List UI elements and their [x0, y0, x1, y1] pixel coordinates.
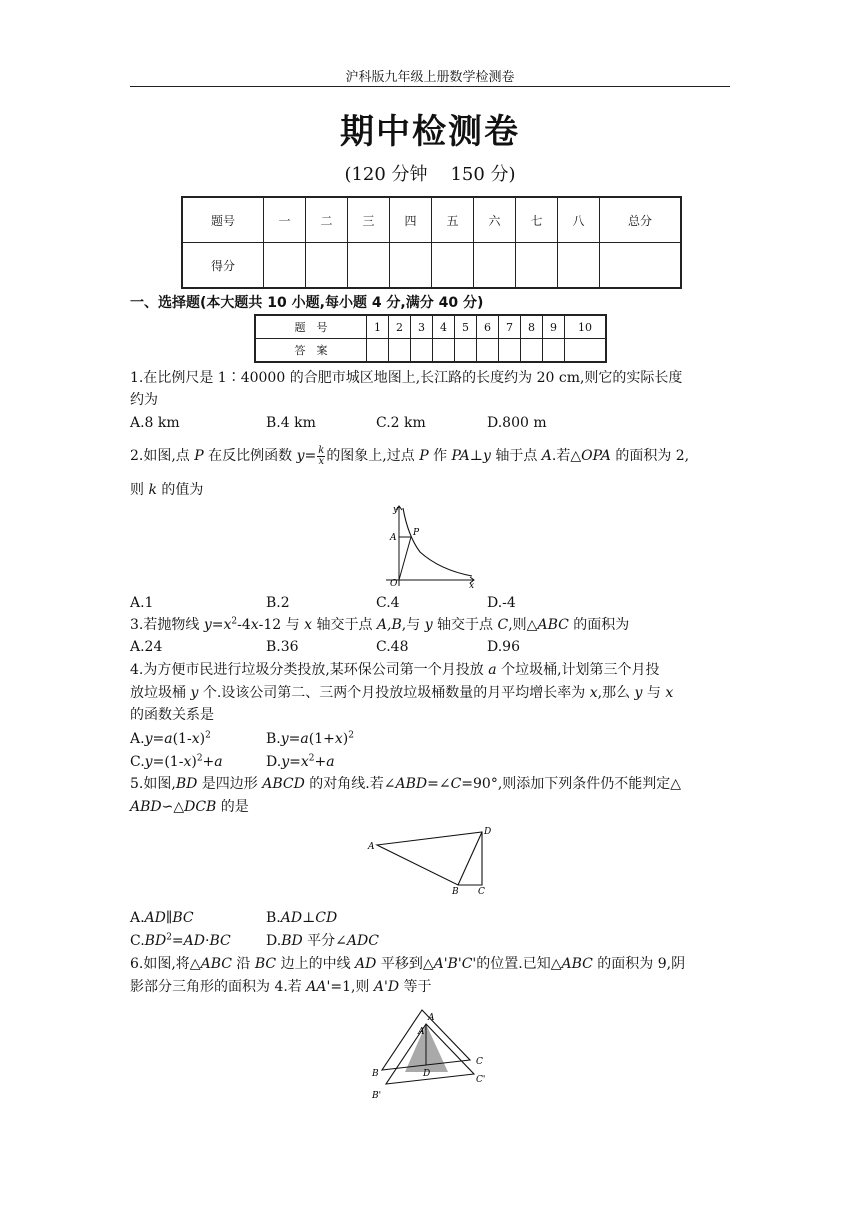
text: 的面积为 9,阴 [592, 956, 686, 972]
score-table-header-row [182, 197, 681, 243]
text: (1+ [308, 731, 335, 747]
answer-number-cell: 2 [389, 315, 411, 339]
text: B. [266, 910, 281, 926]
text: 作 [428, 448, 452, 464]
text: B. [266, 731, 281, 747]
var: y [203, 617, 212, 633]
text: 的对角线.若∠ [304, 776, 396, 792]
exponent: 2 [205, 730, 211, 741]
text: 个垃圾桶,计划第三个月投 [496, 662, 660, 678]
text: ∽△ [161, 799, 185, 815]
label-y: y [393, 505, 399, 515]
var: y [296, 448, 305, 464]
var: y [144, 754, 153, 770]
question-1-line-1: 1.在比例尺是 1∶40000 的合肥市城区地图上,长江路的长度约为 20 cm,则它的实际长度 [130, 370, 683, 386]
text: -12 与 [258, 617, 305, 633]
score-cell[interactable] [600, 243, 682, 289]
exam-title: 期中检测卷 [340, 112, 520, 152]
text: ) [191, 754, 197, 770]
text: =∠ [427, 776, 451, 792]
q1-option-b: B.4 km [266, 415, 316, 431]
var: BC [172, 910, 194, 926]
score-cell[interactable] [390, 243, 432, 289]
answer-number-cell: 10 [565, 315, 607, 339]
score-cell[interactable] [348, 243, 390, 289]
var: A,B [376, 617, 402, 633]
var: AD [355, 956, 377, 972]
q5-figure-quadrilateral [364, 822, 504, 896]
q4-option-c [130, 751, 223, 773]
text: 在反比例函数 [203, 448, 297, 464]
page-header: 沪科版九年级上册数学检测卷 [345, 70, 515, 85]
var: ABC [561, 956, 593, 972]
q2-option-b: B.2 [266, 595, 290, 611]
q2-figure-hyperbola [380, 502, 480, 588]
score-cell[interactable] [432, 243, 474, 289]
var: PA [451, 448, 470, 464]
q5-option-d [266, 930, 379, 952]
var: AD [183, 933, 205, 949]
score-table-score-row [182, 243, 681, 289]
header-rule [130, 86, 730, 87]
exponent: 2 [308, 753, 315, 764]
text: 的值为 [156, 482, 204, 498]
exponent: 2 [196, 753, 203, 764]
q3-option-b: B.36 [266, 639, 299, 655]
text: 的是 [216, 799, 249, 815]
label-C: C [478, 887, 485, 896]
answer-number-cell: 6 [477, 315, 499, 339]
label-x: x [469, 581, 475, 588]
text: ,与 [401, 617, 425, 633]
text: · [205, 933, 210, 949]
score-header-cell: 八 [558, 197, 600, 243]
var: x [191, 731, 200, 747]
answer-cell[interactable] [433, 339, 455, 363]
q1-option-d: D.800 m [487, 415, 547, 431]
label-O: O [390, 579, 398, 588]
q2-option-c: C.4 [376, 595, 400, 611]
q2-option-a: A.1 [130, 595, 154, 611]
var: a [214, 754, 223, 770]
answer-number-cell: 1 [367, 315, 389, 339]
q1-option-a: A.8 km [130, 415, 180, 431]
text: 4.为方便市民进行垃圾分类投放,某环保公司第一个月投放 [130, 662, 489, 678]
question-3-line-1 [130, 614, 734, 636]
text: D. [266, 933, 282, 949]
var: OPA [581, 448, 611, 464]
var: BC [209, 933, 231, 949]
var: ADC [346, 933, 379, 949]
text: D. [266, 754, 282, 770]
var: ABC [537, 617, 569, 633]
score-table [181, 196, 682, 289]
text: C. [130, 754, 145, 770]
score-header-cell: 题号 [182, 197, 264, 243]
var: a [164, 731, 173, 747]
var: y [634, 685, 643, 701]
exponent: 2 [348, 730, 354, 741]
question-4-line-3: 的函数关系是 [130, 707, 214, 723]
text: 的面积为 2, [610, 448, 690, 464]
score-cell[interactable] [306, 243, 348, 289]
label-C: C [476, 1057, 483, 1067]
text: 6.如图,将△ [130, 956, 201, 972]
var: C [450, 776, 462, 792]
var: y [482, 448, 491, 464]
text: 轴于点 [490, 448, 542, 464]
text: ,那么 [597, 685, 635, 701]
q6-figure-translated-triangles [366, 1004, 496, 1104]
answer-number-cell: 3 [411, 315, 433, 339]
var: k [148, 482, 157, 498]
var: x [183, 754, 192, 770]
text: + [202, 754, 215, 770]
var: y [281, 754, 290, 770]
var: CD [315, 910, 338, 926]
text: 个.设该公司第二、三两个月投放垃圾桶数量的月平均增长率为 [198, 685, 590, 701]
score-header-cell: 七 [516, 197, 558, 243]
label-A-prime: A' [418, 1027, 427, 1037]
q4-option-d [266, 751, 335, 773]
q3-option-a: A.24 [130, 639, 163, 655]
text: 的面积为 [568, 617, 630, 633]
var: DCB [184, 799, 217, 815]
q4-option-a [130, 728, 211, 750]
score-header-cell: 六 [474, 197, 516, 243]
text: ) [199, 731, 206, 747]
answer-cell[interactable] [565, 339, 607, 363]
text: .若△ [551, 448, 582, 464]
answer-cell[interactable] [499, 339, 521, 363]
q2-option-d: D.-4 [487, 595, 516, 611]
text: = [288, 731, 301, 747]
q5-option-c [130, 930, 231, 952]
text: =90°,则添加下列条件仍不能判定△ [461, 776, 682, 792]
question-2-line-2 [130, 479, 734, 501]
label-D: D [423, 1069, 431, 1079]
answer-cell[interactable] [411, 339, 433, 363]
text: ,则△ [508, 617, 538, 633]
var: ABC [200, 956, 232, 972]
answer-cell[interactable] [455, 339, 477, 363]
q1-option-c: C.2 km [376, 415, 426, 431]
var: BD [175, 776, 198, 792]
answer-number-cell: 5 [455, 315, 477, 339]
text: 是四边形 [197, 776, 263, 792]
text: 边上的中线 [276, 956, 356, 972]
text: =1,则 [330, 979, 374, 995]
text: 3.若抛物线 [130, 617, 204, 633]
q5-option-a [130, 907, 194, 929]
score-header-cell: 三 [348, 197, 390, 243]
text: 则 [130, 482, 149, 498]
var: AD [144, 910, 166, 926]
answer-cell[interactable] [477, 339, 499, 363]
text: 放垃圾桶 [130, 685, 191, 701]
var: x [223, 617, 232, 633]
score-cell[interactable] [516, 243, 558, 289]
text: 的位置.已知△ [476, 956, 562, 972]
text: = [211, 617, 224, 633]
answer-number-cell: 7 [499, 315, 521, 339]
answer-cell[interactable] [543, 339, 565, 363]
var: y [144, 731, 153, 747]
text: ) [342, 731, 349, 747]
q4-option-b [266, 728, 354, 750]
label-A: A [368, 842, 375, 852]
score-cell[interactable] [558, 243, 600, 289]
answer-number-cell: 4 [433, 315, 455, 339]
var: C [497, 617, 509, 633]
answer-number-cell: 9 [543, 315, 565, 339]
question-4-line-1 [130, 659, 734, 681]
answer-cell[interactable] [521, 339, 543, 363]
score-cell[interactable] [474, 243, 516, 289]
var: BD [281, 933, 303, 949]
denominator: x [318, 455, 325, 467]
score-cell[interactable] [264, 243, 306, 289]
question-6-line-2 [130, 976, 734, 998]
exam-subtitle: (120 分钟 150 分) [344, 164, 516, 185]
answer-cell[interactable] [367, 339, 389, 363]
var: a [300, 731, 309, 747]
hyperbola-curve [403, 508, 472, 576]
text: A. [130, 731, 145, 747]
question-2-line-1 [130, 445, 734, 467]
exponent: 2 [231, 616, 238, 627]
diagonal-BD [458, 832, 482, 885]
label-C-prime: C' [476, 1075, 486, 1085]
text: =(1- [152, 754, 184, 770]
var: x [589, 685, 598, 701]
text: 平移到△ [376, 956, 434, 972]
answer-table-number-row [255, 315, 606, 339]
var: ABCD [262, 776, 305, 792]
var: x [334, 731, 343, 747]
text: = [304, 448, 317, 464]
var: A'D [373, 979, 400, 995]
var: a [488, 662, 497, 678]
var: P [419, 448, 429, 464]
var: x [250, 617, 259, 633]
text: 5.如图, [130, 776, 176, 792]
var: BC [254, 956, 277, 972]
text: (1- [172, 731, 192, 747]
text: 影部分三角形的面积为 4.若 [130, 979, 307, 995]
question-6-line-1 [130, 953, 734, 975]
question-5-line-1 [130, 773, 734, 795]
score-header-cell: 二 [306, 197, 348, 243]
fraction-k-over-x [317, 446, 325, 467]
text: 轴交于点 [312, 617, 377, 633]
score-header-cell: 总分 [600, 197, 682, 243]
var: AD [280, 910, 303, 926]
text: A. [130, 910, 145, 926]
text: = [152, 731, 165, 747]
var: ABD [395, 776, 428, 792]
var: ABD [130, 799, 162, 815]
var: A'B'C' [433, 956, 477, 972]
label-D: D [484, 827, 492, 837]
text: ∥ [165, 910, 173, 926]
var: AA' [306, 979, 331, 995]
label-P: P [413, 528, 420, 538]
var: a [326, 754, 335, 770]
question-4-line-2 [130, 682, 734, 704]
text: -4 [237, 617, 251, 633]
label-B: B [452, 887, 459, 896]
segment-OP [399, 537, 411, 580]
label-A: A [390, 533, 397, 543]
answer-number-cell: 8 [521, 315, 543, 339]
score-header-cell: 五 [432, 197, 474, 243]
answer-row-label: 题 号 [255, 315, 367, 339]
q3-option-d: D.96 [487, 639, 520, 655]
quadrilateral-ABCD [377, 832, 482, 885]
var: x [304, 617, 313, 633]
text: 平分∠ [302, 933, 347, 949]
text: = [289, 754, 301, 770]
var: x [300, 754, 309, 770]
q3-option-c: C.48 [376, 639, 409, 655]
text: 等于 [399, 979, 432, 995]
var: y [424, 617, 433, 633]
var: y [190, 685, 199, 701]
var: x [665, 685, 674, 701]
var: BD [144, 933, 167, 949]
answer-table [254, 314, 607, 363]
q5-option-b [266, 907, 337, 929]
text: ⊥ [302, 910, 316, 926]
score-header-cell: 一 [264, 197, 306, 243]
question-1-line-2: 约为 [130, 392, 158, 408]
section-heading: 一、选择题(本大题共 10 小题,每小题 4 分,满分 40 分) [130, 295, 484, 311]
text: 2.如图,点 [130, 448, 195, 464]
answer-cell[interactable] [389, 339, 411, 363]
text: 轴交于点 [432, 617, 498, 633]
answer-row-label: 答 案 [255, 339, 367, 363]
score-row-label: 得分 [182, 243, 264, 289]
label-B-prime: B' [372, 1091, 382, 1101]
var: A [541, 448, 552, 464]
label-B: B [372, 1069, 379, 1079]
answer-table-answer-row [255, 339, 606, 363]
text: 的图象上,过点 [326, 448, 420, 464]
text: 沿 [231, 956, 255, 972]
question-5-line-2 [130, 796, 734, 818]
text: + [314, 754, 327, 770]
exponent: 2 [166, 932, 172, 943]
text: ⊥ [469, 448, 483, 464]
text: C. [130, 933, 145, 949]
score-header-cell: 四 [390, 197, 432, 243]
text: = [171, 933, 184, 949]
text: 与 [642, 685, 666, 701]
var: y [280, 731, 289, 747]
var: P [194, 448, 204, 464]
numerator: k [318, 444, 325, 456]
label-A: A [428, 1013, 435, 1023]
